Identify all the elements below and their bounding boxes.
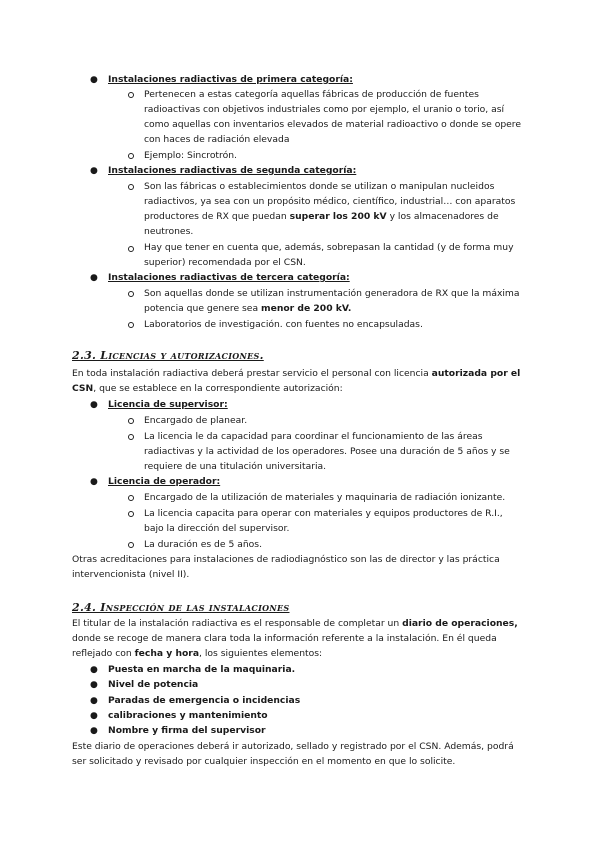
element-item: calibraciones y mantenimiento bbox=[108, 710, 268, 721]
operator-item: La licencia capacita para operar con materiales y equipos productores de R.I., bbox=[144, 508, 503, 519]
element-item: Nombre y firma del supervisor bbox=[108, 725, 266, 736]
section-title-2-4: 2.4. Inspección de las instalaciones bbox=[72, 601, 290, 614]
circle-bullet-icon bbox=[128, 246, 134, 252]
circle-bullet-icon bbox=[128, 153, 134, 159]
sec23-paragraph-line: CSN, que se establece en la correspondiente autorización: bbox=[72, 383, 343, 394]
circle-bullet-icon bbox=[128, 291, 134, 297]
cat1-item1-line: con haces de radiación elevada bbox=[144, 134, 290, 145]
cat2-item1-line: radiactivos, ya sea con un propósito médico, científico, industrial… con aparatos bbox=[144, 196, 516, 207]
cat2-heading: Instalaciones radiactivas de segunda categoría: bbox=[108, 165, 357, 176]
cat1-item2: Ejemplo: Sincrotrón. bbox=[144, 150, 237, 161]
circle-bullet-icon bbox=[128, 495, 134, 501]
cat3-item2: Laboratorios de investigación. con fuentes no encapsuladas. bbox=[144, 319, 423, 330]
section-title-2-3: 2.3. Licencias y autorizaciones. bbox=[72, 349, 264, 362]
operator-item: bajo la dirección del supervisor. bbox=[144, 523, 290, 534]
operator-heading: Licencia de operador: bbox=[108, 476, 221, 487]
cat1-heading: Instalaciones radiactivas de primera categoría: bbox=[108, 74, 353, 85]
sec24-paragraph-line: reflejado con fecha y hora, los siguientes elementos: bbox=[72, 648, 323, 659]
element-item: Nivel de potencia bbox=[108, 679, 199, 690]
circle-bullet-icon bbox=[128, 418, 134, 424]
bullet-icon: ● bbox=[90, 711, 98, 721]
supervisor-item: Encargado de planear. bbox=[144, 415, 248, 426]
circle-bullet-icon bbox=[128, 322, 134, 328]
bullet-icon: ● bbox=[90, 726, 98, 736]
bullet-icon: ● bbox=[90, 273, 98, 283]
sec23-outro-line: intervencionista (nivel II). bbox=[72, 569, 190, 580]
bullet-icon: ● bbox=[90, 75, 98, 85]
sec23-paragraph-line: En toda instalación radiactiva deberá prestar servicio el personal con licencia autorizada por el bbox=[72, 368, 521, 379]
element-item: Paradas de emergencia o incidencias bbox=[108, 695, 301, 706]
sec24-paragraph-line: donde se recoge de manera clara toda la información referente a la instalación. En él queda bbox=[72, 633, 497, 644]
bullet-icon: ● bbox=[90, 400, 98, 410]
sec24-outro-line: ser solicitado y revisado por cualquier inspección en el momento en que lo solicite. bbox=[72, 756, 456, 767]
bullet-icon: ● bbox=[90, 665, 98, 675]
circle-bullet-icon bbox=[128, 434, 134, 440]
circle-bullet-icon bbox=[128, 92, 134, 98]
bullet-icon: ● bbox=[90, 680, 98, 690]
bullet-icon: ● bbox=[90, 477, 98, 487]
supervisor-heading: Licencia de supervisor: bbox=[108, 399, 228, 410]
supervisor-item: requiere de una titulación universitaria. bbox=[144, 461, 327, 472]
circle-bullet-icon bbox=[128, 511, 134, 517]
cat1-item1-line: como aquellas con inventarios elevados de material radioactivo o donde se opere bbox=[144, 119, 522, 130]
cat2-item1-line: neutrones. bbox=[144, 226, 194, 237]
operator-item: Encargado de la utilización de materiales y maquinaria de radiación ionizante. bbox=[144, 492, 506, 503]
sec24-outro-line: Este diario de operaciones deberá ir autorizado, sellado y registrado por el CSN. Además, podrá bbox=[72, 741, 514, 752]
circle-bullet-icon bbox=[128, 542, 134, 548]
circle-bullet-icon bbox=[128, 184, 134, 190]
sec24-paragraph-line: El titular de la instalación radiactiva es el responsable de completar un diario de operaciones, bbox=[72, 618, 518, 629]
supervisor-item: La licencia le da capacidad para coordinar el funcionamiento de las áreas bbox=[144, 431, 483, 442]
sec23-outro-line: Otras acreditaciones para instalaciones de radiodiagnóstico son las de director y las práctica bbox=[72, 554, 500, 565]
cat1-item1-line: radioactivas con objetivos industriales como por ejemplo, el uranio o torio, así bbox=[144, 104, 505, 115]
operator-item: La duración es de 5 años. bbox=[144, 539, 263, 550]
cat3-item1-line: Son aquellas donde se utilizan instrumentación generadora de RX que la máxima bbox=[144, 288, 520, 299]
cat3-heading: Instalaciones radiactivas de tercera categoría: bbox=[108, 272, 350, 283]
element-item: Puesta en marcha de la maquinaria. bbox=[108, 664, 296, 675]
cat3-item1-line: potencia que genere sea menor de 200 kV. bbox=[144, 303, 352, 314]
cat2-item2-line: Hay que tener en cuenta que, además, sobrepasan la cantidad (y de forma muy bbox=[144, 242, 514, 253]
cat2-item1-line: Son las fábricas o establecimientos donde se utilizan o manipulan nucleidos bbox=[144, 181, 495, 192]
supervisor-item: radiactivas y la actividad de los operadores. Posee una duración de 5 años y se bbox=[144, 446, 510, 457]
bullet-icon: ● bbox=[90, 696, 98, 706]
bullet-icon: ● bbox=[90, 166, 98, 176]
cat1-item1-line: Pertenecen a estas categoría aquellas fábricas de producción de fuentes bbox=[144, 89, 479, 100]
cat2-item2-line: superior) recomendada por el CSN. bbox=[144, 257, 306, 268]
cat2-item1-line: productores de RX que puedan superar los 200 kV y los almacenadores de bbox=[144, 211, 499, 222]
